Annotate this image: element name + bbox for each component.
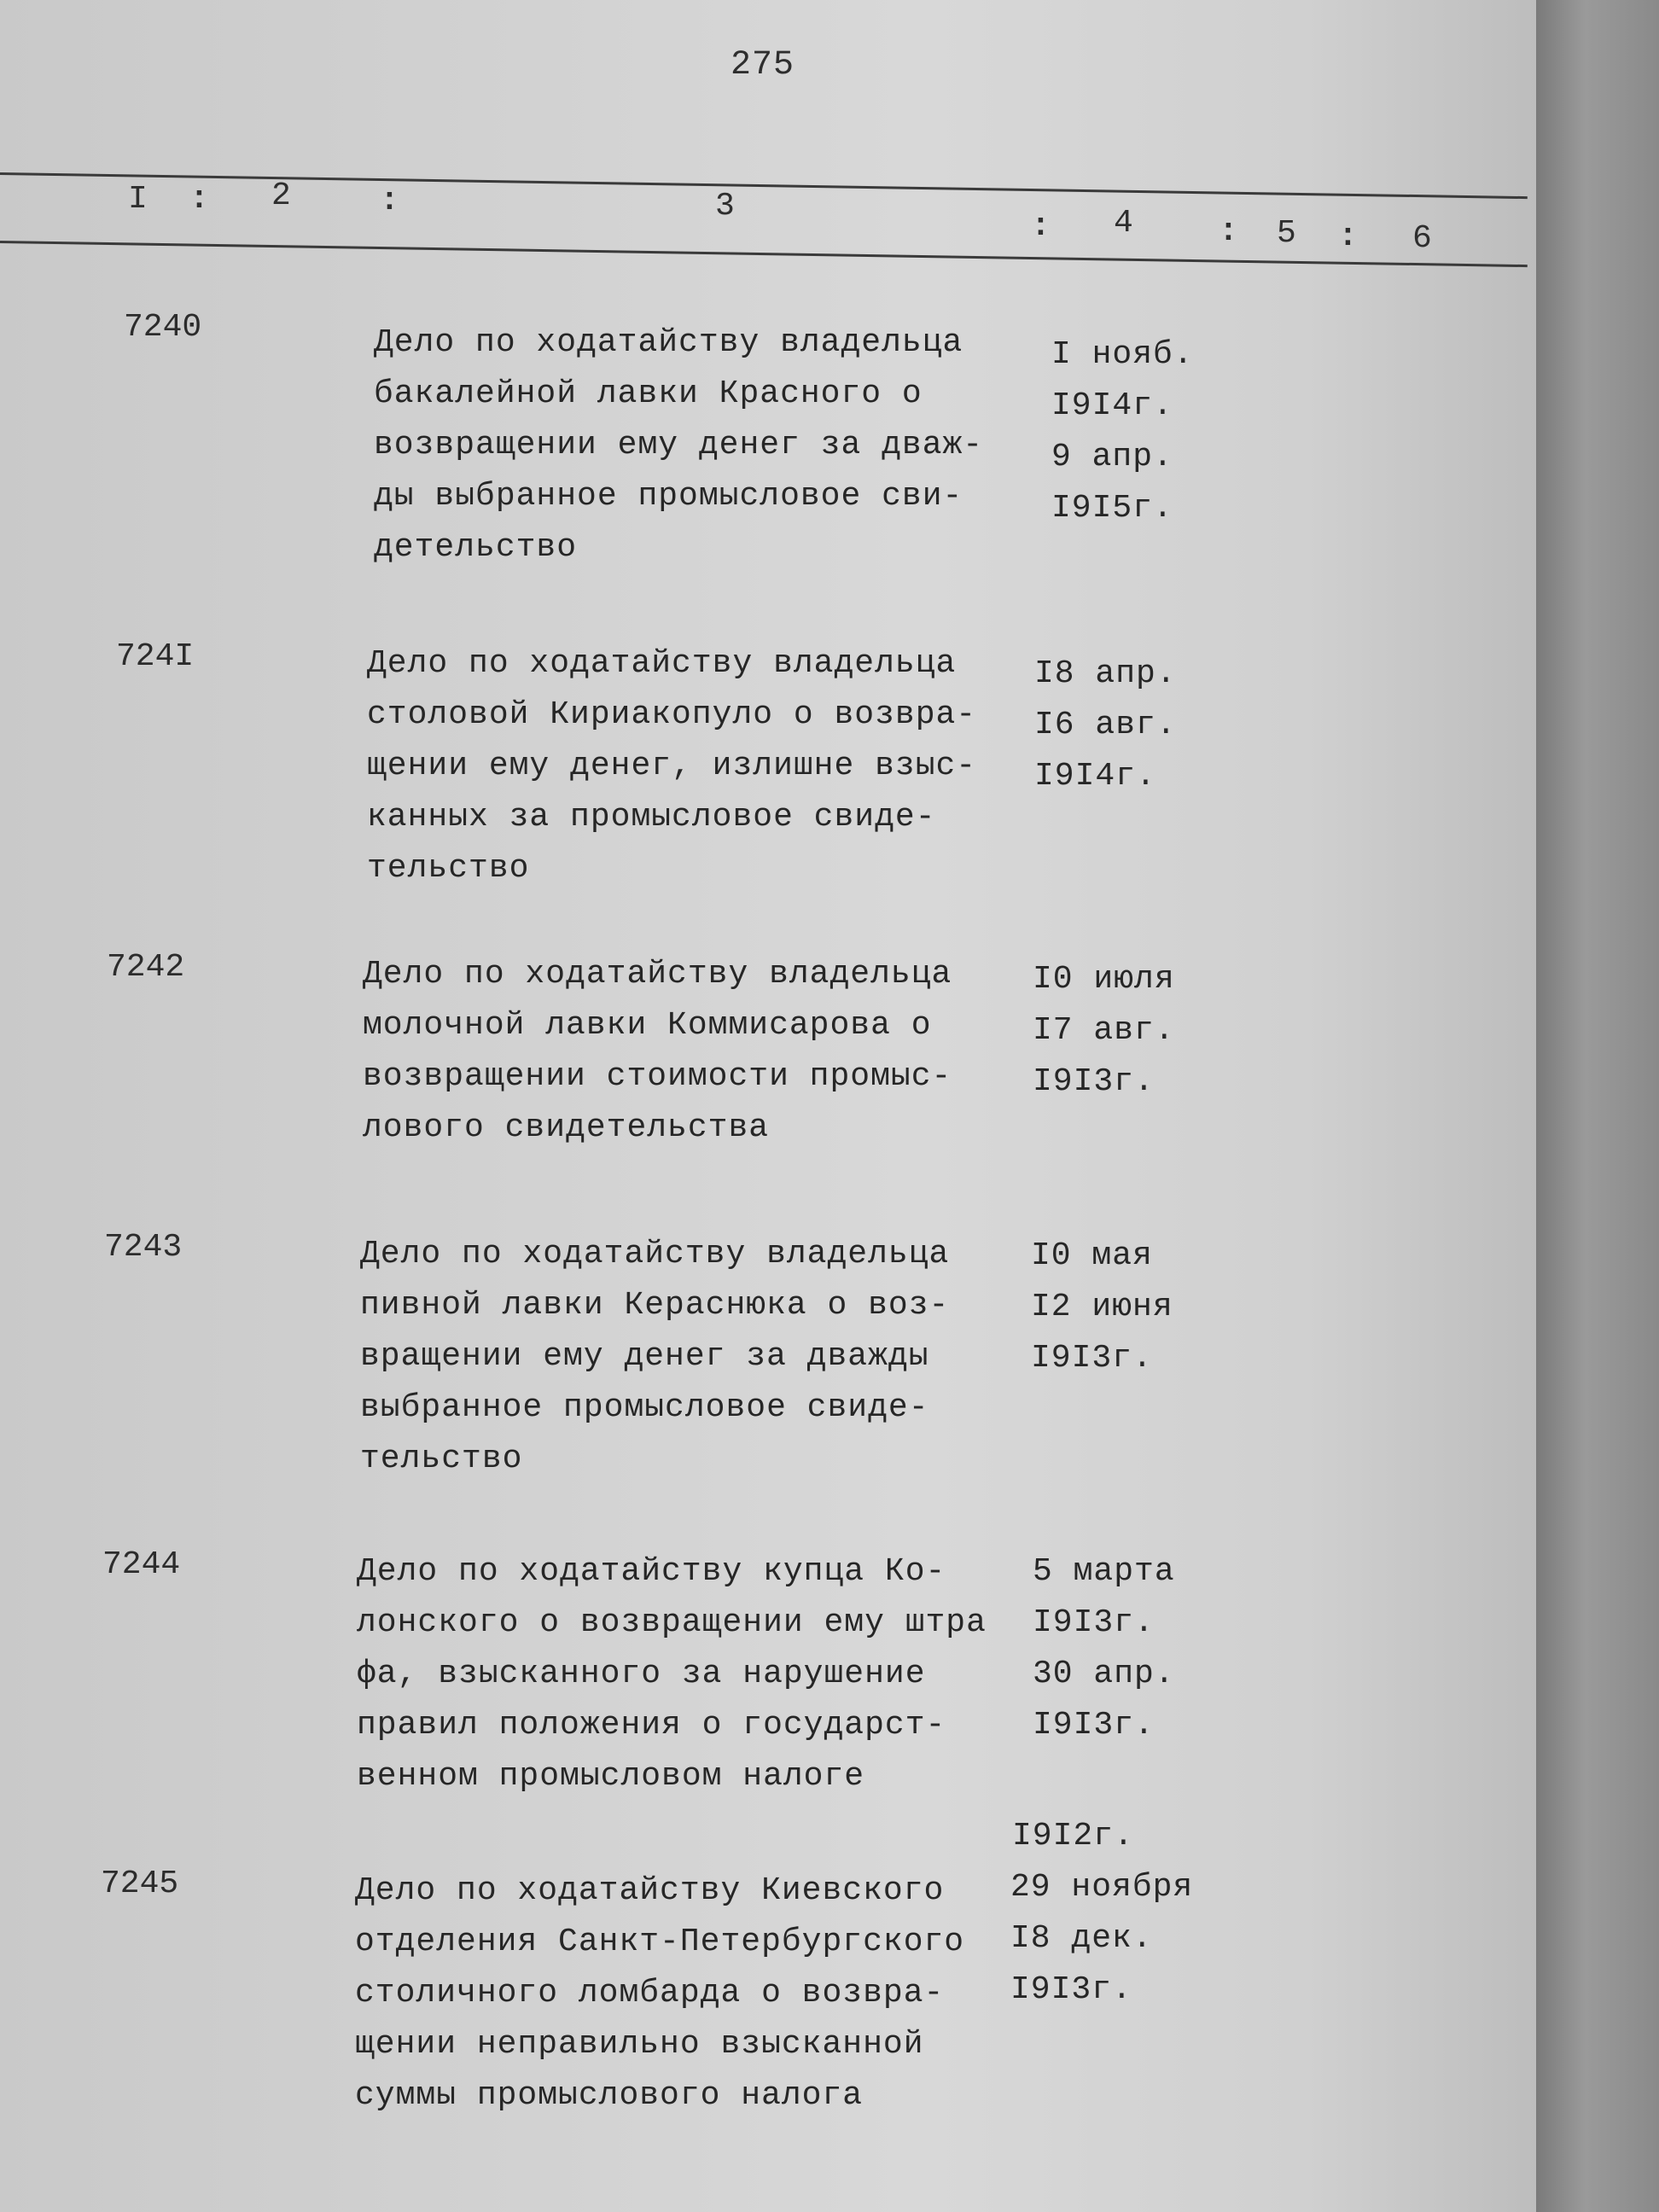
entry-number: 724I bbox=[116, 638, 195, 675]
column-separator: : bbox=[1031, 208, 1051, 245]
entry-number: 7244 bbox=[102, 1546, 181, 1583]
entry-number: 7245 bbox=[101, 1866, 179, 1902]
entry-dates: I нояб. I9I4г. 9 апр. I9I5г. bbox=[1051, 336, 1194, 527]
entry-dates: 5 марта I9I3г. 30 апр. I9I3г. bbox=[1033, 1553, 1175, 1743]
column-header-5: 5 bbox=[1277, 215, 1296, 252]
entry-number: 7240 bbox=[124, 309, 202, 346]
page-number: 275 bbox=[731, 46, 795, 84]
table-header-bottom-rule bbox=[0, 241, 1528, 267]
column-separator: : bbox=[1219, 213, 1238, 250]
entry-dates: I0 мая I2 июня I9I3г. bbox=[1031, 1237, 1173, 1377]
column-separator: : bbox=[1338, 218, 1358, 255]
column-header-6: 6 bbox=[1412, 220, 1432, 257]
table-header-top-rule bbox=[0, 172, 1528, 199]
column-separator: : bbox=[380, 183, 399, 219]
entry-description: Дело по ходатайству владельца пивной лавки Кераснюка о воз- вращении ему денег за дважды выбранное промысловое свиде- тельство bbox=[360, 1236, 950, 1477]
column-header-3: 3 bbox=[715, 188, 735, 224]
entry-dates: I8 апр. I6 авг. I9I4г. bbox=[1034, 655, 1177, 795]
entry-number: 7243 bbox=[104, 1229, 183, 1266]
column-separator: : bbox=[189, 181, 209, 218]
entry-description: Дело по ходатайству владельца молочной лавки Коммисарова о возвращении стоимости промыс- лового свидетельства bbox=[363, 956, 952, 1146]
column-header-2: 2 bbox=[271, 178, 291, 214]
entry-number: 7242 bbox=[107, 949, 185, 986]
entry-description: Дело по ходатайству купца Ко- лонского о возвращении ему штра фа, взысканного за нарушение правил положения о государст- венном промысловом налоге bbox=[357, 1553, 987, 1795]
column-header-4: 4 bbox=[1114, 205, 1133, 242]
page-edge-shadow bbox=[1536, 0, 1659, 2212]
entry-description: Дело по ходатайству Киевского отделения Санкт-Петербургского столичного ломбарда о возвра- щении неправильно взысканной суммы промыслового налога bbox=[355, 1872, 965, 2114]
entry-dates: 29 ноября I8 дек. I9I3г. bbox=[1010, 1869, 1194, 2008]
entry-dates-above: I9I2г. bbox=[1012, 1818, 1134, 1854]
entry-description: Дело по ходатайству владельца бакалейной лавки Красного о возвращении ему денег за дваж- ды выбранное промысловое сви- детельство bbox=[374, 324, 984, 566]
entry-description: Дело по ходатайству владельца столовой Кириакопуло о возвра- щении ему денег, излишне взыс- канных за промысловое свиде- тельство bbox=[367, 645, 977, 887]
entry-dates: I0 июля I7 авг. I9I3г. bbox=[1033, 961, 1175, 1100]
column-header-1: I bbox=[128, 181, 148, 218]
